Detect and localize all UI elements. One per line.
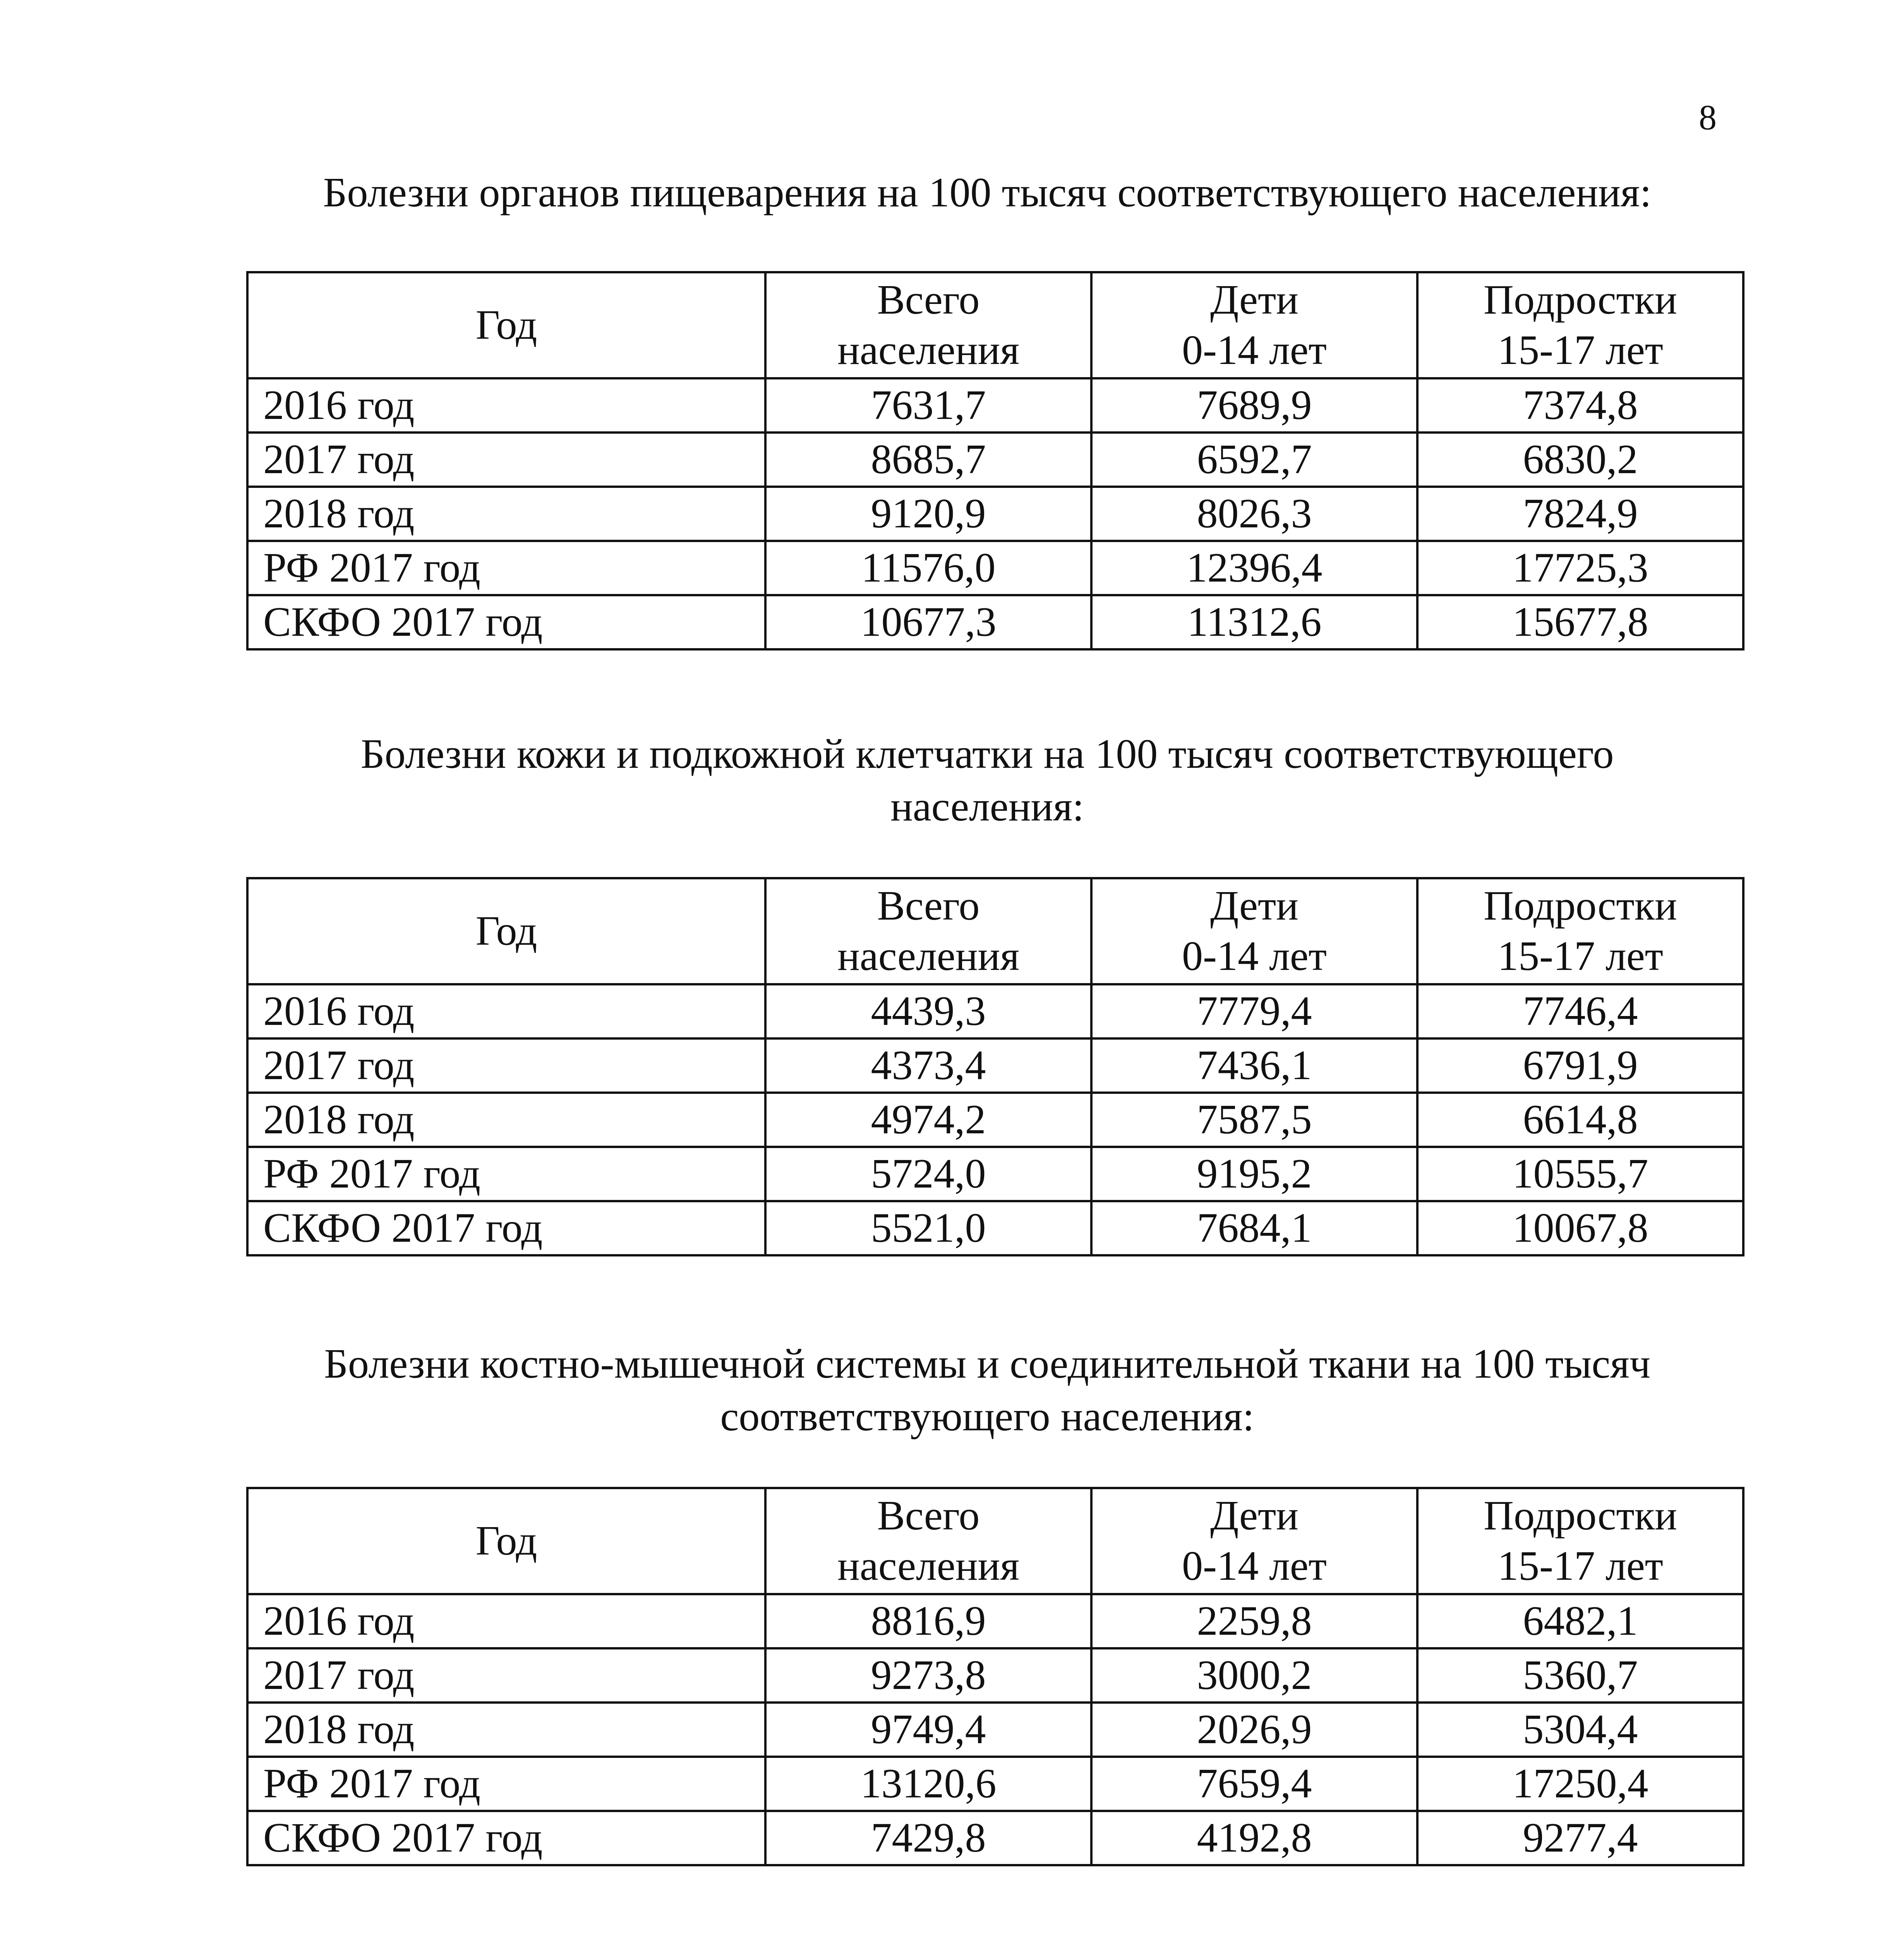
cell-children: 7689,9 [1091,378,1417,433]
cell-teens: 6482,1 [1417,1594,1743,1648]
cell-children: 7587,5 [1091,1093,1417,1147]
children-header [1091,878,1417,984]
table-row [247,595,1743,649]
header-text: 15-17 лет [1497,327,1663,373]
header-text: 0-14 лет [1182,933,1327,979]
header-text: Дети [1210,883,1298,929]
header-text: населения [837,1543,1020,1589]
header-text: Подростки [1484,277,1677,323]
row-label: 2016 год [247,378,765,433]
table-title [248,166,1727,219]
header-text: Подростки [1484,1493,1677,1539]
row-label: 2017 год [247,1038,765,1093]
cell-total: 9749,4 [765,1703,1091,1757]
cell-children: 4192,8 [1091,1811,1417,1865]
cell-total: 7631,7 [765,378,1091,433]
cell-total: 5521,0 [765,1201,1091,1255]
table-header-row [247,878,1743,984]
cell-children: 9195,2 [1091,1147,1417,1201]
cell-children: 7436,1 [1091,1038,1417,1093]
header-text: Всего [877,1493,980,1539]
cell-total: 5724,0 [765,1147,1091,1201]
cell-total: 8685,7 [765,433,1091,487]
cell-total: 7429,8 [765,1811,1091,1865]
year-header [247,272,765,378]
cell-total: 11576,0 [765,541,1091,595]
cell-children: 7684,1 [1091,1201,1417,1255]
table-row [247,1757,1743,1811]
table-header-row [247,272,1743,378]
cell-children: 8026,3 [1091,487,1417,541]
total-population-header [765,272,1091,378]
row-label: СКФО 2017 год [247,1811,765,1865]
header-text: населения [837,933,1020,979]
cell-total: 9120,9 [765,487,1091,541]
header-text: 15-17 лет [1497,933,1663,979]
table-title [248,1338,1727,1443]
header-text: Подростки [1484,883,1677,929]
table-row [247,378,1743,433]
cell-teens: 10067,8 [1417,1201,1743,1255]
table-row [247,1038,1743,1093]
row-label: РФ 2017 год [247,1757,765,1811]
cell-teens: 17725,3 [1417,541,1743,595]
row-label: 2018 год [247,487,765,541]
table-row [247,433,1743,487]
cell-teens: 7746,4 [1417,984,1743,1038]
children-header [1091,272,1417,378]
row-label: РФ 2017 год [247,1147,765,1201]
cell-children: 2259,8 [1091,1594,1417,1648]
row-label: СКФО 2017 год [247,1201,765,1255]
header-text: 0-14 лет [1182,327,1327,373]
row-label: 2016 год [247,984,765,1038]
cell-teens: 10555,7 [1417,1147,1743,1201]
table-row [247,984,1743,1038]
header-text: Год [475,908,537,954]
header-text: Год [475,1518,537,1564]
table-row [247,1811,1743,1865]
cell-teens: 5360,7 [1417,1648,1743,1703]
row-label: 2018 год [247,1093,765,1147]
teens-header [1417,272,1743,378]
table-row [247,1594,1743,1648]
cell-teens: 17250,4 [1417,1757,1743,1811]
statistics-table [246,877,1744,1256]
header-text: 0-14 лет [1182,1543,1327,1589]
header-text: Всего [877,277,980,323]
cell-total: 4439,3 [765,984,1091,1038]
cell-teens: 5304,4 [1417,1703,1743,1757]
table-title-line: Болезни органов пищеварения на 100 тысяч соответствующего населения: [323,170,1652,216]
row-label: СКФО 2017 год [247,595,765,649]
teens-header [1417,878,1743,984]
row-label: 2017 год [247,433,765,487]
table-row [247,1147,1743,1201]
row-label: РФ 2017 год [247,541,765,595]
table-title-line: соответствующего населения: [720,1394,1254,1440]
cell-teens: 15677,8 [1417,595,1743,649]
teens-header [1417,1488,1743,1594]
header-text: Всего [877,883,980,929]
cell-teens: 6614,8 [1417,1093,1743,1147]
year-header [247,878,765,984]
cell-teens: 9277,4 [1417,1811,1743,1865]
row-label: 2017 год [247,1648,765,1703]
cell-children: 11312,6 [1091,595,1417,649]
cell-children: 7779,4 [1091,984,1417,1038]
cell-total: 8816,9 [765,1594,1091,1648]
table-title-line: Болезни костно-мышечной системы и соединительной ткани на 100 тысяч [324,1341,1651,1387]
cell-children: 3000,2 [1091,1648,1417,1703]
year-header [247,1488,765,1594]
total-population-header [765,1488,1091,1594]
statistics-table [246,1487,1744,1866]
table-row [247,1093,1743,1147]
table-row [247,1648,1743,1703]
cell-total: 4373,4 [765,1038,1091,1093]
table-row [247,541,1743,595]
table-title [248,728,1727,833]
row-label: 2016 год [247,1594,765,1648]
page-number: 8 [1699,98,1717,137]
cell-children: 6592,7 [1091,433,1417,487]
table-title-line: населения: [890,784,1084,830]
cell-total: 10677,3 [765,595,1091,649]
table-title-line: Болезни кожи и подкожной клетчатки на 100 тысяч соответствующего [360,731,1614,777]
header-text: Год [475,302,537,348]
cell-total: 9273,8 [765,1648,1091,1703]
cell-teens: 6830,2 [1417,433,1743,487]
cell-teens: 7374,8 [1417,378,1743,433]
header-text: Дети [1210,277,1298,323]
header-text: 15-17 лет [1497,1543,1663,1589]
table-row [247,487,1743,541]
table-header-row [247,1488,1743,1594]
table-row [247,1201,1743,1255]
children-header [1091,1488,1417,1594]
cell-teens: 7824,9 [1417,487,1743,541]
cell-total: 13120,6 [765,1757,1091,1811]
cell-total: 4974,2 [765,1093,1091,1147]
statistics-table [246,271,1744,650]
cell-children: 2026,9 [1091,1703,1417,1757]
cell-children: 12396,4 [1091,541,1417,595]
total-population-header [765,878,1091,984]
table-row [247,1703,1743,1757]
header-text: Дети [1210,1493,1298,1539]
header-text: населения [837,327,1020,373]
cell-children: 7659,4 [1091,1757,1417,1811]
row-label: 2018 год [247,1703,765,1757]
cell-teens: 6791,9 [1417,1038,1743,1093]
